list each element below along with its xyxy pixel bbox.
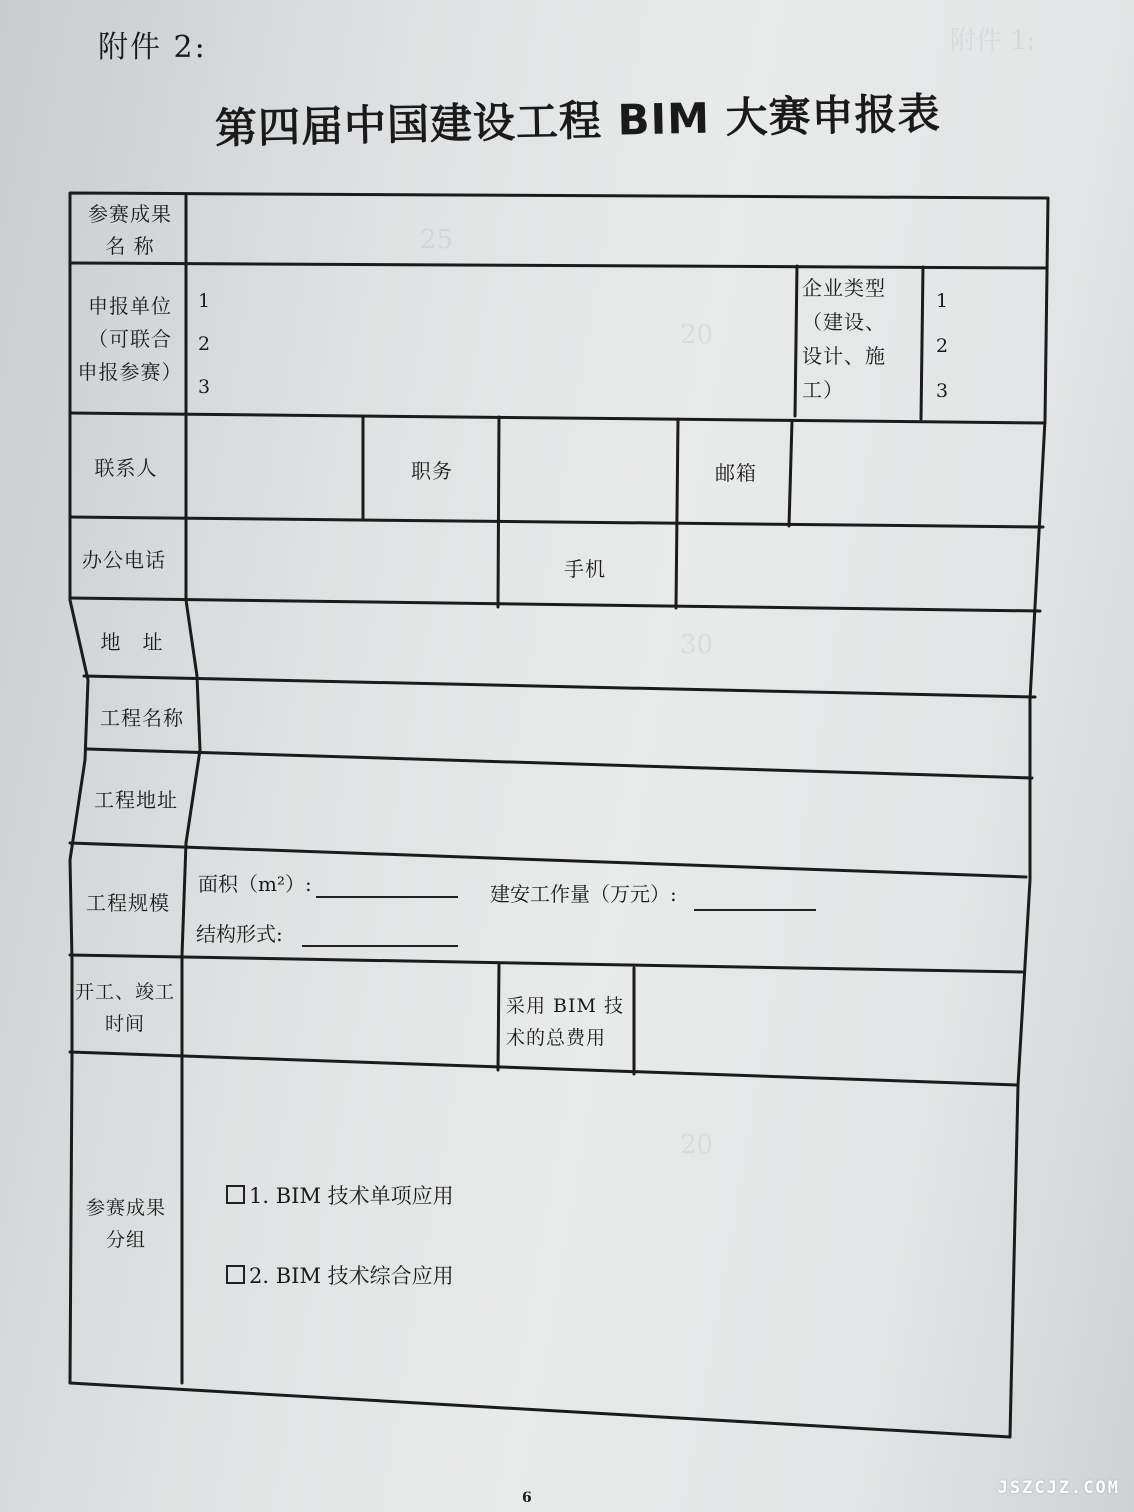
area-input-line[interactable] xyxy=(316,896,458,898)
option-2-text: 2. BIM 技术综合应用 xyxy=(249,1264,454,1288)
cell-line xyxy=(498,417,499,607)
structure-form-label: 结构形式: xyxy=(196,922,283,946)
applicant-number: 1 xyxy=(198,290,211,312)
contact-person-label: 联系人 xyxy=(94,456,158,480)
option-comprehensive-application[interactable] xyxy=(226,1260,454,1290)
address-label: 地 址 xyxy=(100,630,164,654)
cell-line xyxy=(921,267,923,419)
structure-input-line[interactable] xyxy=(302,945,458,947)
project-scale-label: 工程规模 xyxy=(86,891,170,915)
option-single-application[interactable] xyxy=(226,1180,454,1210)
mobile-label: 手机 xyxy=(564,557,606,581)
project-name-label: 工程名称 xyxy=(100,706,184,730)
checkbox-icon[interactable] xyxy=(226,1265,245,1284)
cell-line xyxy=(789,421,792,526)
row-line xyxy=(70,598,1040,611)
page-number: 6 xyxy=(522,1490,532,1506)
row-line xyxy=(84,676,1035,697)
row-line xyxy=(70,1052,1018,1085)
option-1-text: 1. BIM 技术单项应用 xyxy=(249,1184,454,1208)
enterprise-type-label: 企业类型 （建设、 设计、施 工） xyxy=(802,276,886,402)
area-field-label: 面积（m²）: xyxy=(198,872,312,896)
email-label: 邮箱 xyxy=(715,461,757,485)
applicant-label: 申报单位 （可联合 申报参赛） xyxy=(77,294,183,384)
page-title: 第四届中国建设工程 BIM 大赛申报表 xyxy=(214,88,942,153)
cell-line xyxy=(498,964,499,1070)
start-end-time-label: 开工、竣工 时间 xyxy=(74,981,175,1035)
watermark-text: JSZCJZ.COM xyxy=(997,1478,1120,1498)
row-line xyxy=(70,263,1046,268)
applicant-number: 2 xyxy=(198,333,211,355)
enterprise-number: 2 xyxy=(936,335,949,357)
construction-workload-label: 建安工作量（万元）: xyxy=(490,882,677,906)
enterprise-number: 3 xyxy=(936,380,949,402)
workload-input-line[interactable] xyxy=(694,909,816,911)
enterprise-number: 1 xyxy=(936,290,949,312)
row-line xyxy=(70,413,1045,423)
checkbox-icon[interactable] xyxy=(226,1185,245,1204)
cell-line xyxy=(676,419,678,608)
row-line xyxy=(87,749,1032,778)
attachment-label: 附件 2: xyxy=(98,30,207,65)
office-phone-label: 办公电话 xyxy=(82,548,166,572)
entry-name-label: 参赛成果 名 称 xyxy=(88,202,172,258)
row-line xyxy=(70,517,1043,527)
project-address-label: 工程地址 xyxy=(94,788,178,812)
entry-group-label: 参赛成果 分组 xyxy=(85,1197,166,1251)
position-label: 职务 xyxy=(411,459,453,483)
row-line xyxy=(70,955,1022,972)
cell-line xyxy=(795,266,797,416)
applicant-number: 3 xyxy=(198,376,211,398)
bim-total-cost-label: 采用 BIM 技 术的总费用 xyxy=(506,995,625,1049)
